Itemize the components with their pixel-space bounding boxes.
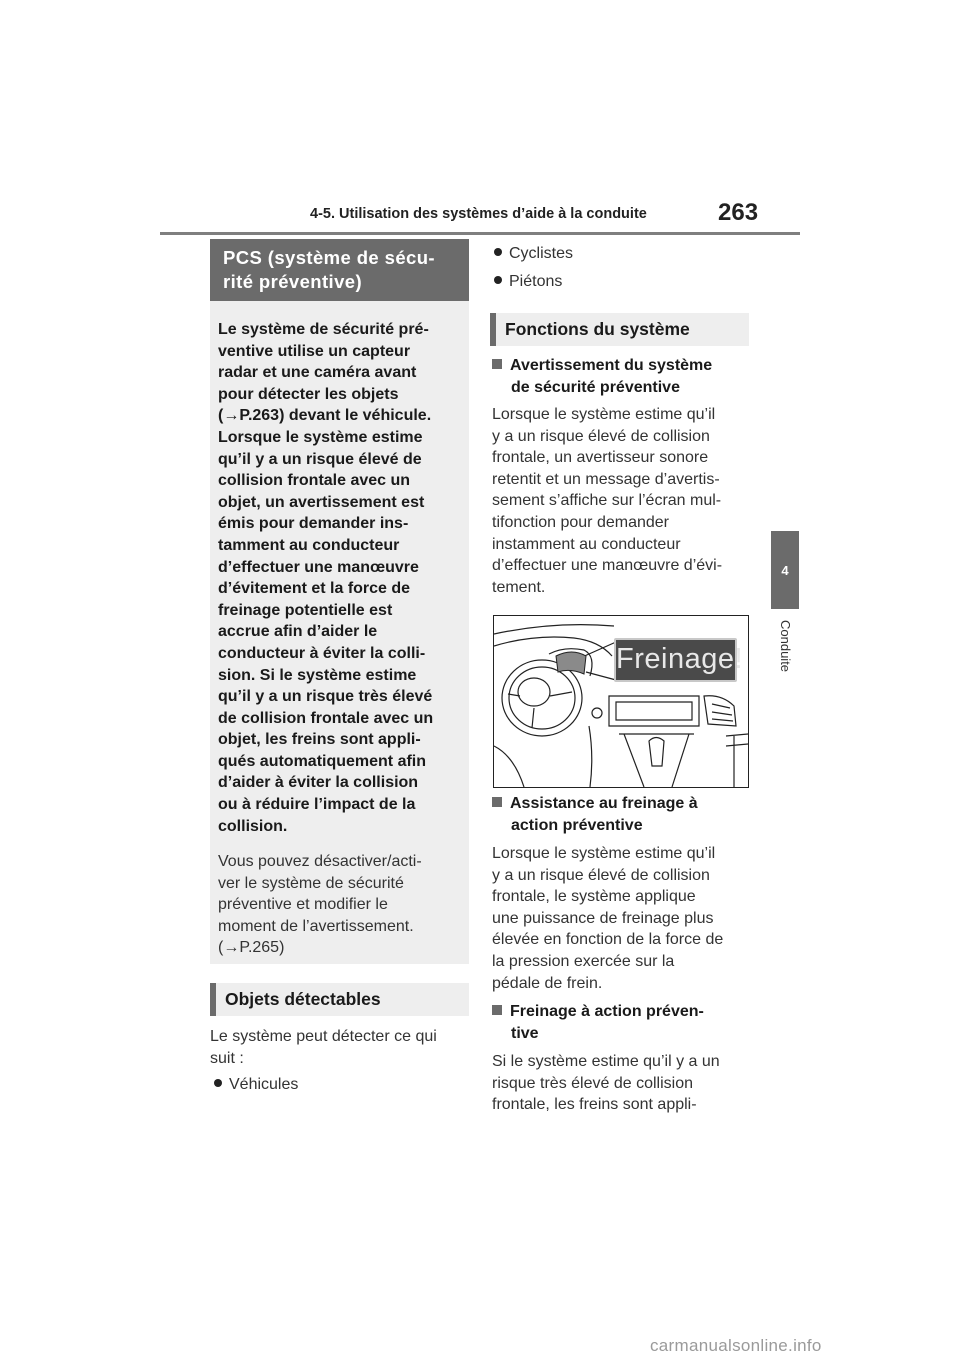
bullet-item [494, 271, 562, 293]
text-line: tamment au conducteur [218, 536, 400, 554]
chapter-number: 4 [781, 562, 789, 578]
text-line: risque très élevé de collision [492, 1074, 693, 1092]
text-line: ver le système de sécurité [218, 874, 404, 892]
text-line: Lorsque le système estime qu’il [492, 845, 716, 862]
text-line: pédale de frein. [492, 974, 603, 992]
text-line: qu’il y a un risque très élevé [218, 688, 433, 706]
text-line: d’évitement et la force de [218, 580, 411, 598]
subheading-pre-collision-braking [492, 1001, 752, 1044]
bullet-label: Cyclistes [509, 245, 574, 262]
text-line: pour détecter les objets [218, 385, 399, 403]
header-rule [160, 232, 800, 235]
text-line: qués automatiquement afin [218, 752, 427, 770]
text-line: objet, un avertissement est [218, 493, 425, 511]
text-line: frontale, le système applique [492, 888, 696, 906]
text-line: y a un risque élevé de collision [492, 427, 710, 445]
section-title: 4-5. Utilisation des systèmes d’aide à la conduite [310, 206, 647, 222]
subheading-warning [492, 355, 752, 398]
text-line: Lorsque le système estime [218, 428, 423, 446]
bullet-item [214, 1074, 298, 1096]
text-line: y a un risque élevé de collision [492, 866, 710, 884]
text-line: collision frontale avec un [218, 472, 411, 490]
text-line: accrue afin d’aider le [218, 623, 378, 641]
text-line: de collision frontale avec un [218, 709, 434, 727]
text-line: instamment au conducteur [492, 535, 681, 553]
text-line: frontale, les freins sont appli- [492, 1096, 697, 1114]
multi-information-display-message: Freinage! [614, 638, 737, 682]
subheading-line: tive [511, 1024, 539, 1042]
text-line: objet, les freins sont appli- [218, 731, 421, 749]
bullet-label: Piétons [509, 273, 563, 290]
text-line: sion. Si le système estime [218, 666, 417, 684]
text-line: Si le système estime qu’il y a un [492, 1053, 720, 1070]
text-line: Le système de sécurité pré- [218, 321, 429, 338]
bullet-dot-icon [494, 248, 502, 256]
text-line: d’aider à éviter la collision [218, 774, 419, 792]
subheading-brake-assist [492, 793, 752, 836]
text-line: d’effectuer une manœuvre d’évi- [492, 557, 723, 575]
pcs-toggle-note [218, 851, 464, 959]
square-bullet-icon [492, 797, 502, 807]
bullet-dot-icon [214, 1079, 222, 1087]
text-line: radar et une caméra avant [218, 364, 417, 382]
warning-paragraph [492, 404, 750, 598]
bullet-dot-icon [494, 276, 502, 284]
text-line: une puissance de freinage plus [492, 909, 714, 927]
text-line: collision. [218, 817, 288, 835]
bullet-label: Véhicules [229, 1076, 299, 1093]
subheading-line: Freinage à action préven- [510, 1003, 704, 1020]
dashboard-illustration [493, 615, 749, 788]
square-bullet-icon [492, 359, 502, 369]
brake-assist-paragraph [492, 843, 750, 994]
objets-text [210, 1026, 472, 1069]
page-number: 263 [718, 199, 759, 226]
text-line: Le système peut détecter ce qui [210, 1028, 437, 1045]
text-line: retentit et un message d’avertis- [492, 470, 720, 488]
text-line: préventive et modifier le [218, 896, 388, 914]
watermark: carmanualsonline.info [650, 1336, 822, 1355]
text-line: ou à réduire l’impact de la [218, 796, 416, 814]
pcs-title-line: PCS (système de sécu- [223, 247, 435, 268]
text-line: moment de l’avertissement. [218, 917, 414, 935]
chapter-label: Conduite [778, 620, 793, 673]
pcs-title-line: rité préventive) [223, 271, 363, 292]
text-line: d’effectuer une manœuvre [218, 558, 419, 576]
text-line: Lorsque le système estime qu’il [492, 406, 716, 423]
text-line: conducteur à éviter la colli- [218, 644, 426, 662]
text-line: freinage potentielle est [218, 601, 393, 619]
text-line: qu’il y a un risque élevé de [218, 450, 422, 468]
text-line: tifonction pour demander [492, 513, 669, 531]
subheading-line: Avertissement du système [510, 357, 713, 374]
subheading-line: de sécurité préventive [511, 378, 680, 396]
subheading-line: Assistance au freinage à [510, 795, 698, 812]
pre-collision-braking-paragraph [492, 1051, 750, 1116]
square-bullet-icon [492, 1005, 502, 1015]
text-line: (→P.263) devant le véhicule. [218, 407, 432, 425]
text-line: émis pour demander ins- [218, 515, 409, 533]
subheading-line: action préventive [511, 816, 643, 834]
chapter-tab [771, 531, 799, 609]
text-line: suit : [210, 1049, 244, 1067]
text-line: Vous pouvez désactiver/acti- [218, 853, 422, 870]
fonctions-heading: Fonctions du système [490, 313, 749, 346]
pcs-title [223, 246, 465, 294]
text-line: (→P.265) [218, 939, 285, 957]
pcs-intro [218, 319, 464, 837]
text-line: ventive utilise un capteur [218, 342, 411, 360]
text-line: frontale, un avertisseur sonore [492, 449, 709, 467]
text-line: la pression exercée sur la [492, 952, 675, 970]
text-line: élevée en fonction de la force de [492, 931, 724, 949]
objets-heading: Objets détectables [210, 983, 469, 1016]
bullet-item [494, 243, 573, 265]
text-line: sement s’affiche sur l’écran mul- [492, 492, 722, 510]
text-line: tement. [492, 578, 546, 596]
